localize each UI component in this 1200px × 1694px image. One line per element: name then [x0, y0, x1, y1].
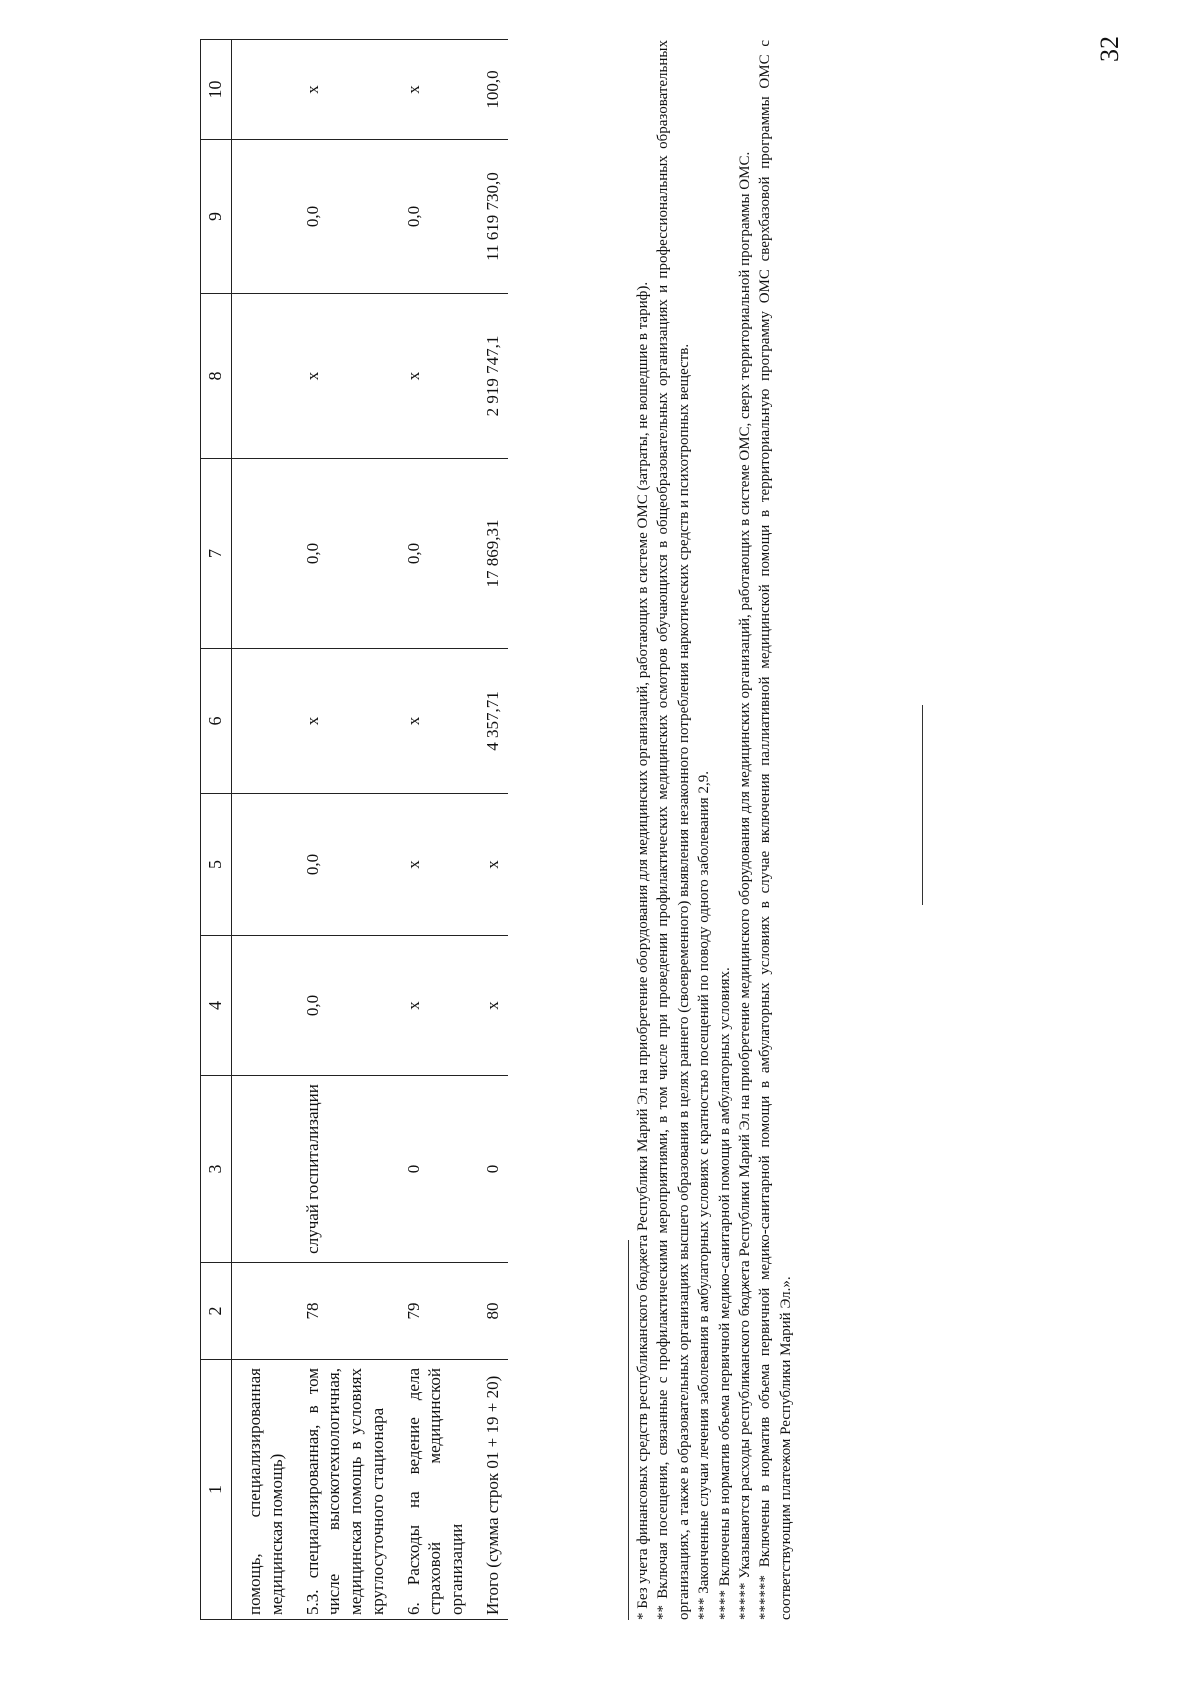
- table-row-continuation: [232, 40, 292, 1620]
- col-number-2: 2: [201, 1263, 232, 1360]
- table-row: [472, 40, 508, 1620]
- row-value-col6: x: [292, 649, 393, 794]
- col-number-6: 6: [201, 649, 232, 794]
- row-value-col5: x: [472, 794, 508, 936]
- rotated-page-content: [200, 40, 980, 1620]
- row-line-number: 80: [472, 1263, 508, 1360]
- col-number-10: 10: [201, 40, 232, 140]
- row-unit: 0: [472, 1076, 508, 1263]
- row-value-col4: 0,0: [292, 936, 393, 1076]
- row-line-number: 79: [393, 1263, 472, 1360]
- row-unit: случай госпитализации: [292, 1076, 393, 1263]
- row-value-col8: 2 919 747,1: [472, 294, 508, 459]
- continuation-text: помощь, специализированная медицинская помощь): [232, 1360, 292, 1620]
- row-value-col6: 4 357,71: [472, 649, 508, 794]
- column-number-header: [201, 40, 232, 1620]
- row-value-col10: x: [292, 40, 393, 140]
- row-value-col9: 11 619 730,0: [472, 140, 508, 294]
- row-unit: 0: [393, 1076, 472, 1263]
- row-line-number: 78: [292, 1263, 393, 1360]
- footnote-separator: [628, 1240, 629, 1620]
- page-number: 32: [1095, 36, 1124, 62]
- data-table: [200, 39, 508, 1620]
- footnote: *** Законченные случаи лечения заболевания в амбулаторных условиях с кратностью посещений по поводу одного заболевания 2,9.: [696, 771, 713, 1620]
- col-number-7: 7: [201, 459, 232, 649]
- row-value-col7: 0,0: [292, 459, 393, 649]
- footnote: * Без учета финансовых средств республиканского бюджета Республики Марий Эл на приобретение оборудования для медицинских организаций, работающих в системе ОМС (затраты, не вошедшие в тариф).: [635, 281, 651, 1620]
- col-number-3: 3: [201, 1076, 232, 1263]
- row-value-col10: 100,0: [472, 40, 508, 140]
- row-value-col10: x: [393, 40, 472, 140]
- col-number-9: 9: [201, 140, 232, 294]
- row-name: Итого (сумма строк 01 + 19 + 20): [472, 1360, 508, 1620]
- row-value-col9: 0,0: [292, 140, 393, 294]
- footnotes: [628, 40, 796, 1620]
- footnote: ****** Включены в норматив объема первичной медико-санитарной помощи в амбулаторных условиях в случае включения паллиативной медицинской помощи в территориальную программу ОМС сверхбазовой программы ОМС с соответствующим платежом Республики Марий Эл.».: [757, 40, 794, 1620]
- row-value-col9: 0,0: [393, 140, 472, 294]
- row-value-col4: x: [472, 936, 508, 1076]
- row-value-col5: 0,0: [292, 794, 393, 936]
- row-value-col4: x: [393, 936, 472, 1076]
- row-value-col8: x: [292, 294, 393, 459]
- col-number-5: 5: [201, 794, 232, 936]
- row-name: 5.3. специализированная, в том числе высокотехнологичная, медицинская помощь в условиях круглосуточного стационара: [292, 1360, 393, 1620]
- table-row: [393, 40, 472, 1620]
- table-row: [292, 40, 393, 1620]
- row-value-col7: 17 869,31: [472, 459, 508, 649]
- col-number-4: 4: [201, 936, 232, 1076]
- footnote: ** Включая посещения, связанные с профилактическими мероприятиями, в том числе при проведении профилактических медицинских осмотров обучающихся в общеобразовательных организациях и профессиональных образовательных организациях, а также в образовательных организациях высшего образования в целях раннего (своевременного) выявления незаконного потребления наркотических средств и психотропных веществ.: [655, 40, 692, 1620]
- footnote: **** Включены в норматив объема первичной медико-санитарной помощи в амбулаторных условиях.: [716, 967, 733, 1620]
- row-name: 6. Расходы на ведение дела страховой медицинской организации: [393, 1360, 472, 1620]
- footnote: ***** Указываются расходы республиканского бюджета Республики Марий Эл на приобретение медицинского оборудования для медицинских организаций, работающих в системе ОМС, сверх территориальной программы ОМС.: [736, 151, 753, 1620]
- row-value-col8: x: [393, 294, 472, 459]
- row-value-col5: x: [393, 794, 472, 936]
- col-number-1: 1: [201, 1360, 232, 1620]
- row-value-col6: x: [393, 649, 472, 794]
- end-rule: [922, 705, 923, 905]
- row-value-col7: 0,0: [393, 459, 472, 649]
- col-number-8: 8: [201, 294, 232, 459]
